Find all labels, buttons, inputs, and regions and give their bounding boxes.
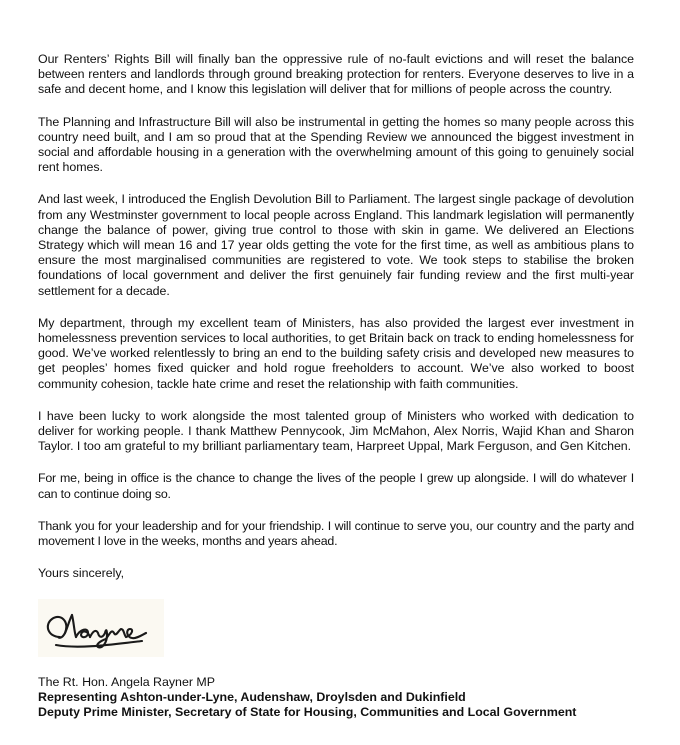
paragraph-being-in-office: For me, being in office is the chance to change the lives of the people I grew up alongside. I will do whatever I can to continue doing so. bbox=[38, 471, 634, 501]
paragraph-ministers-thanks: I have been lucky to work alongside the most talented group of Ministers who worked with dedication to deliver for working people. I thank Matthew Pennycook, Jim McMahon, Alex Norris, Wajid Khan and Sharon Taylor. I too am grateful to my brilliant parliamentary team, Harpreet Uppal, Mark Ferguson, and Gen Kitchen. bbox=[38, 408, 634, 454]
signatory-role: Deputy Prime Minister, Secretary of State for Housing, Communities and Local Government bbox=[38, 704, 577, 719]
signature bbox=[38, 599, 164, 657]
paragraph-renters-rights: Our Renters’ Rights Bill will finally ban the oppressive rule of no-fault evictions and will reset the balance between renters and landlords through ground breaking protection for renters. Everyone deserves to live in a safe and decent home, and I know this legislation will deliver that for millions of people across the country. bbox=[38, 52, 634, 97]
signatory-name: The Rt. Hon. Angela Rayner MP bbox=[38, 675, 215, 690]
handwritten-signature-image bbox=[38, 599, 164, 657]
signoff-block bbox=[38, 675, 634, 719]
closing-salutation: Yours sincerely, bbox=[38, 566, 125, 581]
paragraph-devolution-bill: And last week, I introduced the English Devolution Bill to Parliament. The largest single package of devolution from any Westminster government to local people across England. This landmark legislation will permanently change the balance of power, giving true control to those with skin in game. We delivered an Elections Strategy which will mean 16 and 17 year olds getting the vote for the first time, as well as ambitious plans to ensure the most marginalised communities are registered to vote. We took steps to stabilise the broken foundations of local government and deliver the first genuinely fair funding review and the first multi-year settlement for a decade. bbox=[38, 192, 634, 298]
signatory-constituency: Representing Ashton-under-Lyne, Audenshaw, Droylsden and Dukinfield bbox=[38, 690, 466, 705]
paragraph-thank-you: Thank you for your leadership and for your friendship. I will continue to serve you, our country and the party and movement I love in the weeks, months and years ahead. bbox=[38, 518, 634, 549]
letter-body bbox=[38, 52, 634, 719]
paragraph-homelessness: My department, through my excellent team of Ministers, has also provided the largest ever investment in homelessness prevention services to local authorities, to get Britain back on track to ending homelessness for good. We’ve worked relentlessly to bring an end to the building safety crisis and developed new measures to get peoples’ homes fixed quicker and hold rogue freeholders to account. We’ve also worked to boost community cohesion, tackle hate crime and reset the relationship with faith communities. bbox=[38, 315, 634, 391]
paragraph-planning-bill: The Planning and Infrastructure Bill will also be instrumental in getting the homes so many people across this country need built, and I am so proud that at the Spending Review we announced the biggest investment in social and affordable housing in a generation with the overwhelming amount of this going to genuinely social rent homes. bbox=[38, 114, 634, 175]
